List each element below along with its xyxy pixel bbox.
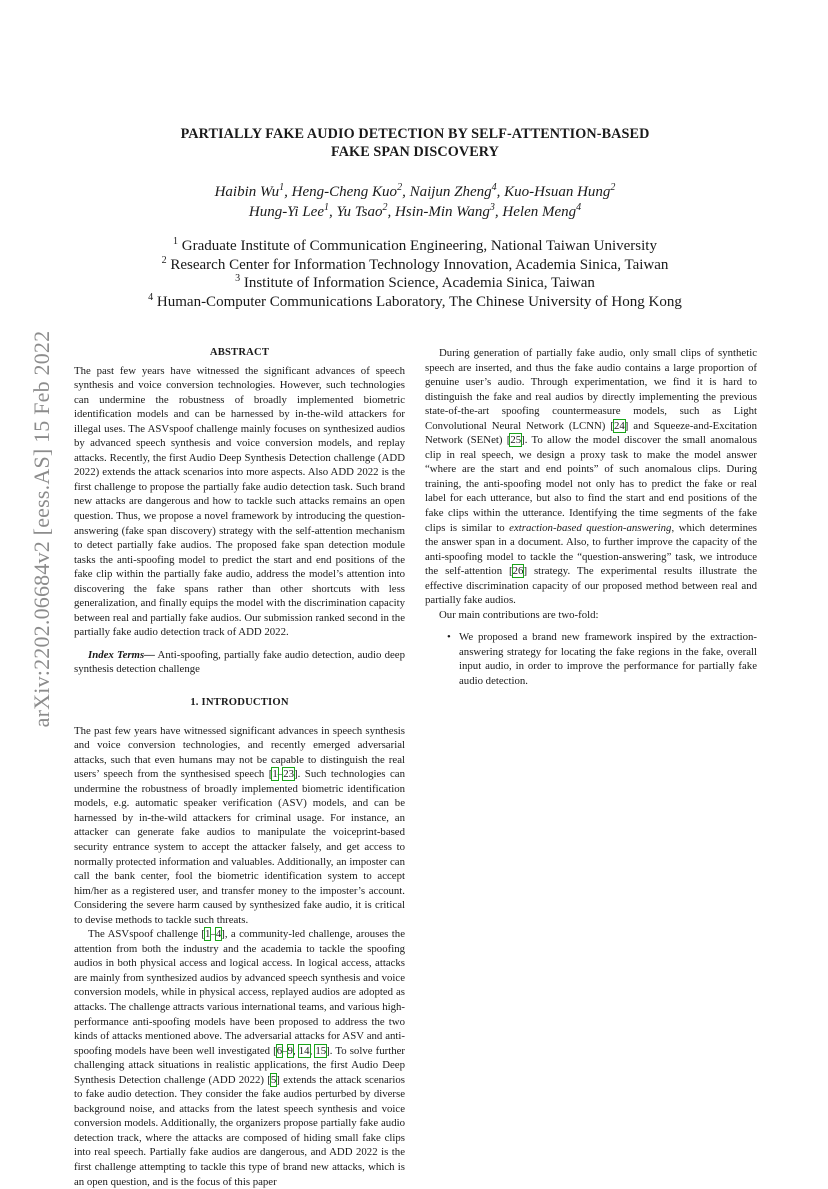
citation-link[interactable]: 25 [510,434,522,447]
author-name: Naijun Zheng [409,184,492,200]
author-name: Yu Tsao [336,204,383,220]
paragraph-text: ], a community-led challenge, arouses the attention from both the industry and the academia to tackle the spoofing audios in both physical access and logical access. In logical access, attacks are mainly from synthesized audios by advanced speech synthesis and voice conversion models, while in physical access, replayed audios are adopted as attacks. The challenge attracts various international teams, and various high-performance anti-spoofing models have been proposed to address the two kinds of attacks mentioned above. The adversarial attacks for ASV and anti-spoofing models have been well investigated [ [74,928,405,1057]
emphasis-text: extraction-based question-answering [509,521,672,534]
abstract-heading: ABSTRACT [209,347,270,358]
paragraph-text: ]. To solve further challenging attack situations in realistic applications, the first Audio Deep Synthesis Detection challenge (ADD 2022) [ [74,1044,405,1086]
affiliation-number: 3 [235,273,241,284]
contributions-intro: Our main contributions are two-fold: [439,608,599,621]
paragraph-text: ] and Squeeze-and-Excitation Network (SENet) [ [425,419,757,447]
affiliation-item [90,274,740,293]
author-separator: , [329,204,337,220]
author-affiliation-mark: 1 [279,182,285,193]
citation-link[interactable]: 9 [287,1044,293,1057]
author-name: Hsin-Min Wang [395,204,490,220]
author-affiliation-mark: 4 [576,202,582,213]
author-affiliation-mark: 3 [489,202,495,213]
abstract-body: The past few years have witnessed the significant advances of speech synthesis and voice conversion technologies. However, such technologies can undermine the robustness of broadly implemented biometric identification models and can be harnessed by in-the-wild attackers for illegal uses. The ASVspoof challenge mainly focuses on synthesized audios by advanced speech synthesis and voice conversion models, and replay attacks. Recently, the first Audio Deep Synthesis Detection challenge (ADD 2022) extends the attack scenarios into more aspects. Also ADD 2022 is the first challenge to propose the partially fake audio detection task. Such brand new attacks are dangerous and how to tackle such attacks remains an open question. Thus, we propose a novel framework by introducing the question-answering (fake span discovery) strategy with the self-attention mechanism to detect partially fake audios. The proposed fake span detection module tasks the anti-spoofing model to predict the start and end positions of the fake clip within the partially fake audio, address the model’s attention into discovering the fake spans rather than other shortcuts with less generalization, and finally equips the model with the discrimination capacity between real and partially fake audios. Our submission ranked second in the partially fake audio detection track of ADD 2022. [74,364,406,639]
paragraph-text: ]. Such technologies can undermine the robustness of broadly implemented biometric identification models, e.g. automatic speaker verification (ASV) models, and can be harnessed by in-the-wild attackers for criminal usage. For instance, an attacker can generate fake audios to manipulate the voiceprint-based security entrance system to accept the attacker falsely, and get access to normally protected information and valuables. Additionally, an imposter can call the bank center, fool the biometric identification system to accept him/her as a registered user, and transfer money to the imposter’s account. Considering the severe harm caused by synthesized fake audio, it is critical to devise methods to tackle such threats. [74,768,405,926]
citation-link[interactable]: 24 [613,419,625,432]
paragraph-text: – [210,928,216,941]
section-heading-introduction: 1. INTRODUCTION [190,697,289,709]
title-line-2: FAKE SPAN DISCOVERY [331,144,499,160]
citation-link[interactable]: 5 [270,1073,277,1086]
affiliation-text: Graduate Institute of Communication Engineering, National Taiwan University [181,238,657,254]
list-item-text: We proposed a brand new framework inspired by the extraction-answering strategy for locating the fake regions in the fake, overall input audio, in order to improve the performance for partially fake audio detection. [459,631,757,688]
intro-paragraph-1 [74,724,405,928]
author-affiliation-mark: 2 [382,202,388,213]
affiliation-item [90,237,740,256]
arxiv-identifier [22,284,62,774]
author-name: Hung-Yi Lee [248,204,324,220]
author-affiliation-mark: 2 [610,182,616,193]
arxiv-identifier-text: arXiv:2202.06684v2 [eess.AS] 15 Feb 2022 [29,330,54,728]
affiliation-number: 2 [161,254,167,266]
paragraph-text: , [309,1044,316,1057]
affiliation-number: 1 [173,236,178,247]
citation-link[interactable]: 4 [215,928,222,941]
list-item [425,630,757,688]
author-name: Heng-Cheng Kuo [291,184,398,200]
author-line-2 [120,202,710,222]
citation-link[interactable]: 23 [283,768,294,781]
paragraph-text: – [277,768,284,781]
author-line-1 [120,182,710,202]
right-column [425,346,757,689]
citation-link[interactable]: 14 [298,1044,310,1057]
spacer [74,640,405,648]
intro-paragraph-3 [425,346,757,608]
index-terms-label: Index Terms— [88,648,155,661]
author-list [120,182,710,222]
affiliation-item [90,293,740,312]
title-line-1: PARTIALLY FAKE AUDIO DETECTION BY SELF-ATTENTION-BASED [180,126,650,142]
paragraph-text: – [282,1044,288,1057]
citation-link[interactable]: 6 [276,1044,283,1057]
paragraph-text: The ASVspoof challenge [ [88,928,205,941]
citation-link[interactable]: 1 [205,928,211,941]
author-affiliation-mark: 1 [324,202,329,213]
author-separator: , [387,204,396,220]
author-affiliation-mark: 2 [397,182,403,193]
paragraph-text: ] extends the attack scenarios to fake audio detection. They consider the fake audios perturbed by diverse background noise, and attacks from the latest speech synthesis and voice conversion models. Additionally, the organizers propose partially fake audio detection track, where the attacks are composed of hiding small fake clips into real speech. Partially fake audios are dangerous, and ADD 2022 is the first challenge attempting to tackle this type of brand new attacks, which is an open question, and is the focus of this paper [74,1073,406,1188]
affiliation-text: Institute of Information Science, Academia Sinica, Taiwan [243,275,595,291]
author-affiliation-mark: 4 [491,182,497,193]
author-separator: , [494,204,503,220]
author-name: Helen Meng [502,204,577,220]
affiliation-text: Human-Computer Communications Laboratory, The Chinese University of Hong Kong [156,293,682,310]
paragraph-text: ]. To allow the model discover the small anomalous clip in real speech, we design a proxy task to make the model answer “where are the start and end points” of such anomalous clips. During training, the anti-spoofing model not only has to predict the fake or real label for each utterance, but also to find the start and end positions of the fake clips within the utterance. Identifying the time segments of the fake clips is similar to [425,434,757,534]
paragraph-text: During generation of partially fake audio, only small clips of synthetic speech are inserted, and thus the fake audio contains a large proportion of genuine user’s audio. Through experimentation, we find it is hard to distinguish the fake and real audios by directly implementing the previous state-of-the-art spoofing countermeasure models, such as Light Convolutional Neural Network (LCNN) [ [425,347,757,432]
index-terms [74,648,405,677]
citation-link[interactable]: 15 [315,1044,327,1057]
author-separator: , [402,184,410,200]
paragraph-text: The past few years have witnessed significant advances in speech synthesis and voice conversion technologies, and recently emerged adversarial attacks, such that even humans may not be capable to distinguish the real users’ speech from the synthesised speech [ [74,724,405,781]
author-separator: , [496,184,505,200]
citation-link[interactable]: 1 [272,768,278,781]
author-name: Kuo-Hsuan Hung [504,184,611,200]
intro-paragraph-2 [74,927,405,1189]
left-column [74,346,405,1189]
affiliation-number: 4 [148,291,154,303]
author-separator: , [284,184,292,200]
paper-title [100,125,730,161]
citation-link[interactable]: 26 [512,565,524,578]
paragraph-text: ] strategy. The experimental results illustrate the effective discrimination capacity of our proposed method between real and partially fake audios. [425,565,757,607]
author-name: Haibin Wu [214,184,280,200]
paragraph-text: , [292,1044,299,1057]
affiliation-text: Research Center for Information Technology Innovation, Academia Sinica, Taiwan [170,256,669,273]
contributions-list [425,630,757,688]
paragraph-text: , which determines the answer span in a document. Also, to further improve the capacity of the anti-spoofing model to tackle the “question-answering” task, we introduce the self-attention [ [425,521,757,578]
index-terms-text: Anti-spoofing, partially fake audio detection, audio deep synthesis detection challenge [74,648,405,676]
affiliation-list [90,237,740,311]
affiliation-item [90,256,740,275]
bullet-icon: • [447,631,451,644]
